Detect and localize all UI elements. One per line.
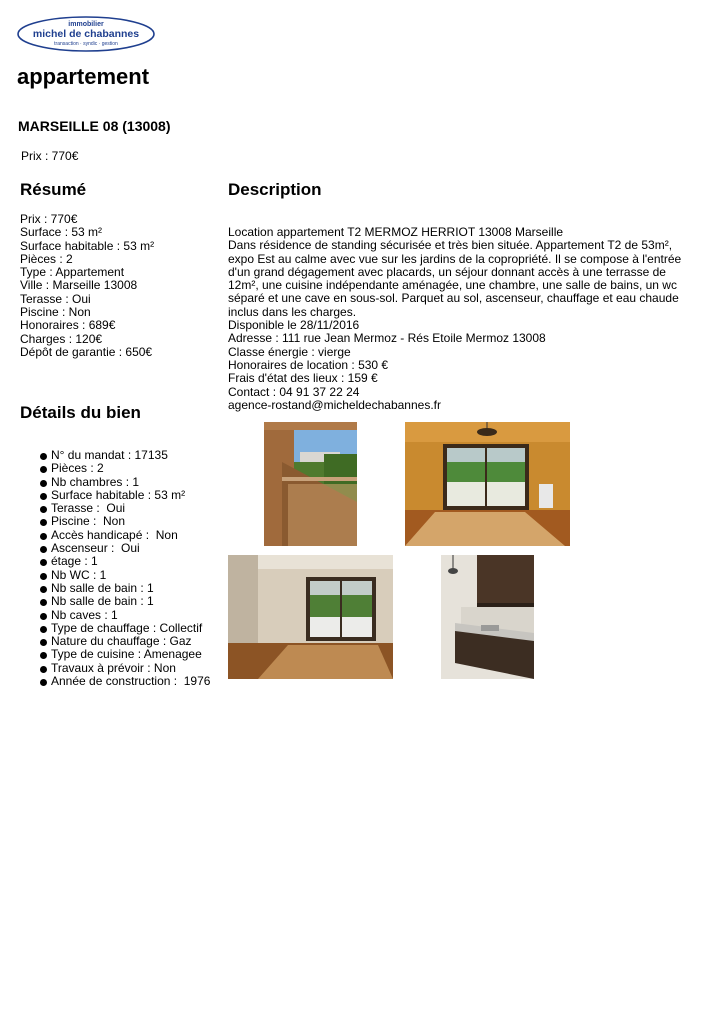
logo-line3: transaction · syndic · gestion (54, 41, 118, 47)
details-item: Piscine : Non (39, 515, 210, 528)
details-item: Pièces : 2 (39, 462, 210, 475)
description-text (228, 226, 698, 412)
details-item: Surface habitable : 53 m² (39, 489, 210, 502)
summary-item: Terasse : Oui (20, 291, 91, 306)
details-item: Nb WC : 1 (39, 569, 210, 582)
description-line: Contact : 04 91 37 22 24 (228, 384, 360, 399)
summary-title: Résumé (20, 180, 87, 199)
price-line: Prix : 770€ (21, 149, 79, 163)
summary-item: Surface habitable : 53 m² (20, 238, 155, 253)
details-list (39, 449, 210, 688)
summary-item: Charges : 120€ (20, 331, 103, 346)
details-item: Accès handicapé : Non (39, 529, 210, 542)
details-item: Type de chauffage : Collectif (39, 622, 210, 635)
photo-living-room-bay-window[interactable] (405, 422, 570, 546)
details-item: N° du mandat : 17135 (39, 449, 210, 462)
details-item: étage : 1 (39, 555, 210, 568)
summary-item: Dépôt de garantie : 650€ (20, 344, 153, 359)
summary-item: Prix : 770€ (20, 212, 78, 226)
details-item: Nb caves : 1 (39, 609, 210, 622)
logo-line1: immobilier (68, 21, 104, 28)
details-item: Ascenseur : Oui (39, 542, 210, 555)
logo-line2: michel de chabannes (32, 28, 140, 40)
description-title: Description (228, 180, 322, 199)
property-type-heading: appartement (17, 64, 150, 89)
summary-item: Surface : 53 m² (20, 225, 103, 240)
summary-item: Ville : Marseille 13008 (20, 278, 138, 293)
agency-logo (16, 15, 156, 53)
details-item: Terasse : Oui (39, 502, 210, 515)
summary-item: Type : Appartement (20, 265, 125, 280)
description-line: Location appartement T2 MERMOZ HERRIOT 13008 Marseille (228, 225, 564, 239)
city-heading: MARSEILLE 08 (13008) (18, 118, 171, 134)
description-line: Disponible le 28/11/2016 (228, 318, 360, 333)
description-line: Classe énergie : vierge (228, 344, 351, 359)
summary-item: Pièces : 2 (20, 251, 73, 266)
details-title: Détails du bien (20, 403, 141, 422)
summary-list (20, 213, 154, 359)
details-item: Nature du chauffage : Gaz (39, 635, 210, 648)
details-item: Nb salle de bain : 1 (39, 582, 210, 595)
photo-bedroom-window[interactable] (228, 555, 393, 679)
description-line: Dans résidence de standing sécurisée et très bien située. Appartement T2 de 53m², expo Est au calme avec vue sur les jardins de la copropriété. Il se compose à l'entrée d'un grand dégagement avec placards, un séjour donnant accès à une terrasse de 12m², une cuisine indépendante aménagée, une chambre, une salle de bains, un wc séparé et une cave en sous-sol. Parquet au sol, ascenseur, chauffage et eau chaude inclus dans les charges. (228, 238, 682, 319)
description-line: Adresse : 111 rue Jean Mermoz - Rés Etoile Mermoz 13008 (228, 331, 546, 346)
details-item: Année de construction : 1976 (39, 675, 210, 688)
details-item: Nb salle de bain : 1 (39, 595, 210, 608)
details-item: Travaux à prévoir : Non (39, 662, 210, 675)
photo-terrace-garden-view[interactable] (264, 422, 357, 546)
summary-item: Piscine : Non (20, 305, 91, 320)
description-line: Frais d'état des lieux : 159 € (228, 371, 378, 386)
description-line: Honoraires de location : 530 € (228, 357, 389, 372)
details-item: Type de cuisine : Amenagee (39, 648, 210, 661)
description-email[interactable]: agence-rostand@micheldechabannes.fr (228, 397, 441, 412)
details-item: Nb chambres : 1 (39, 476, 210, 489)
photo-kitchen[interactable] (441, 555, 534, 679)
summary-item: Honoraires : 689€ (20, 318, 116, 333)
